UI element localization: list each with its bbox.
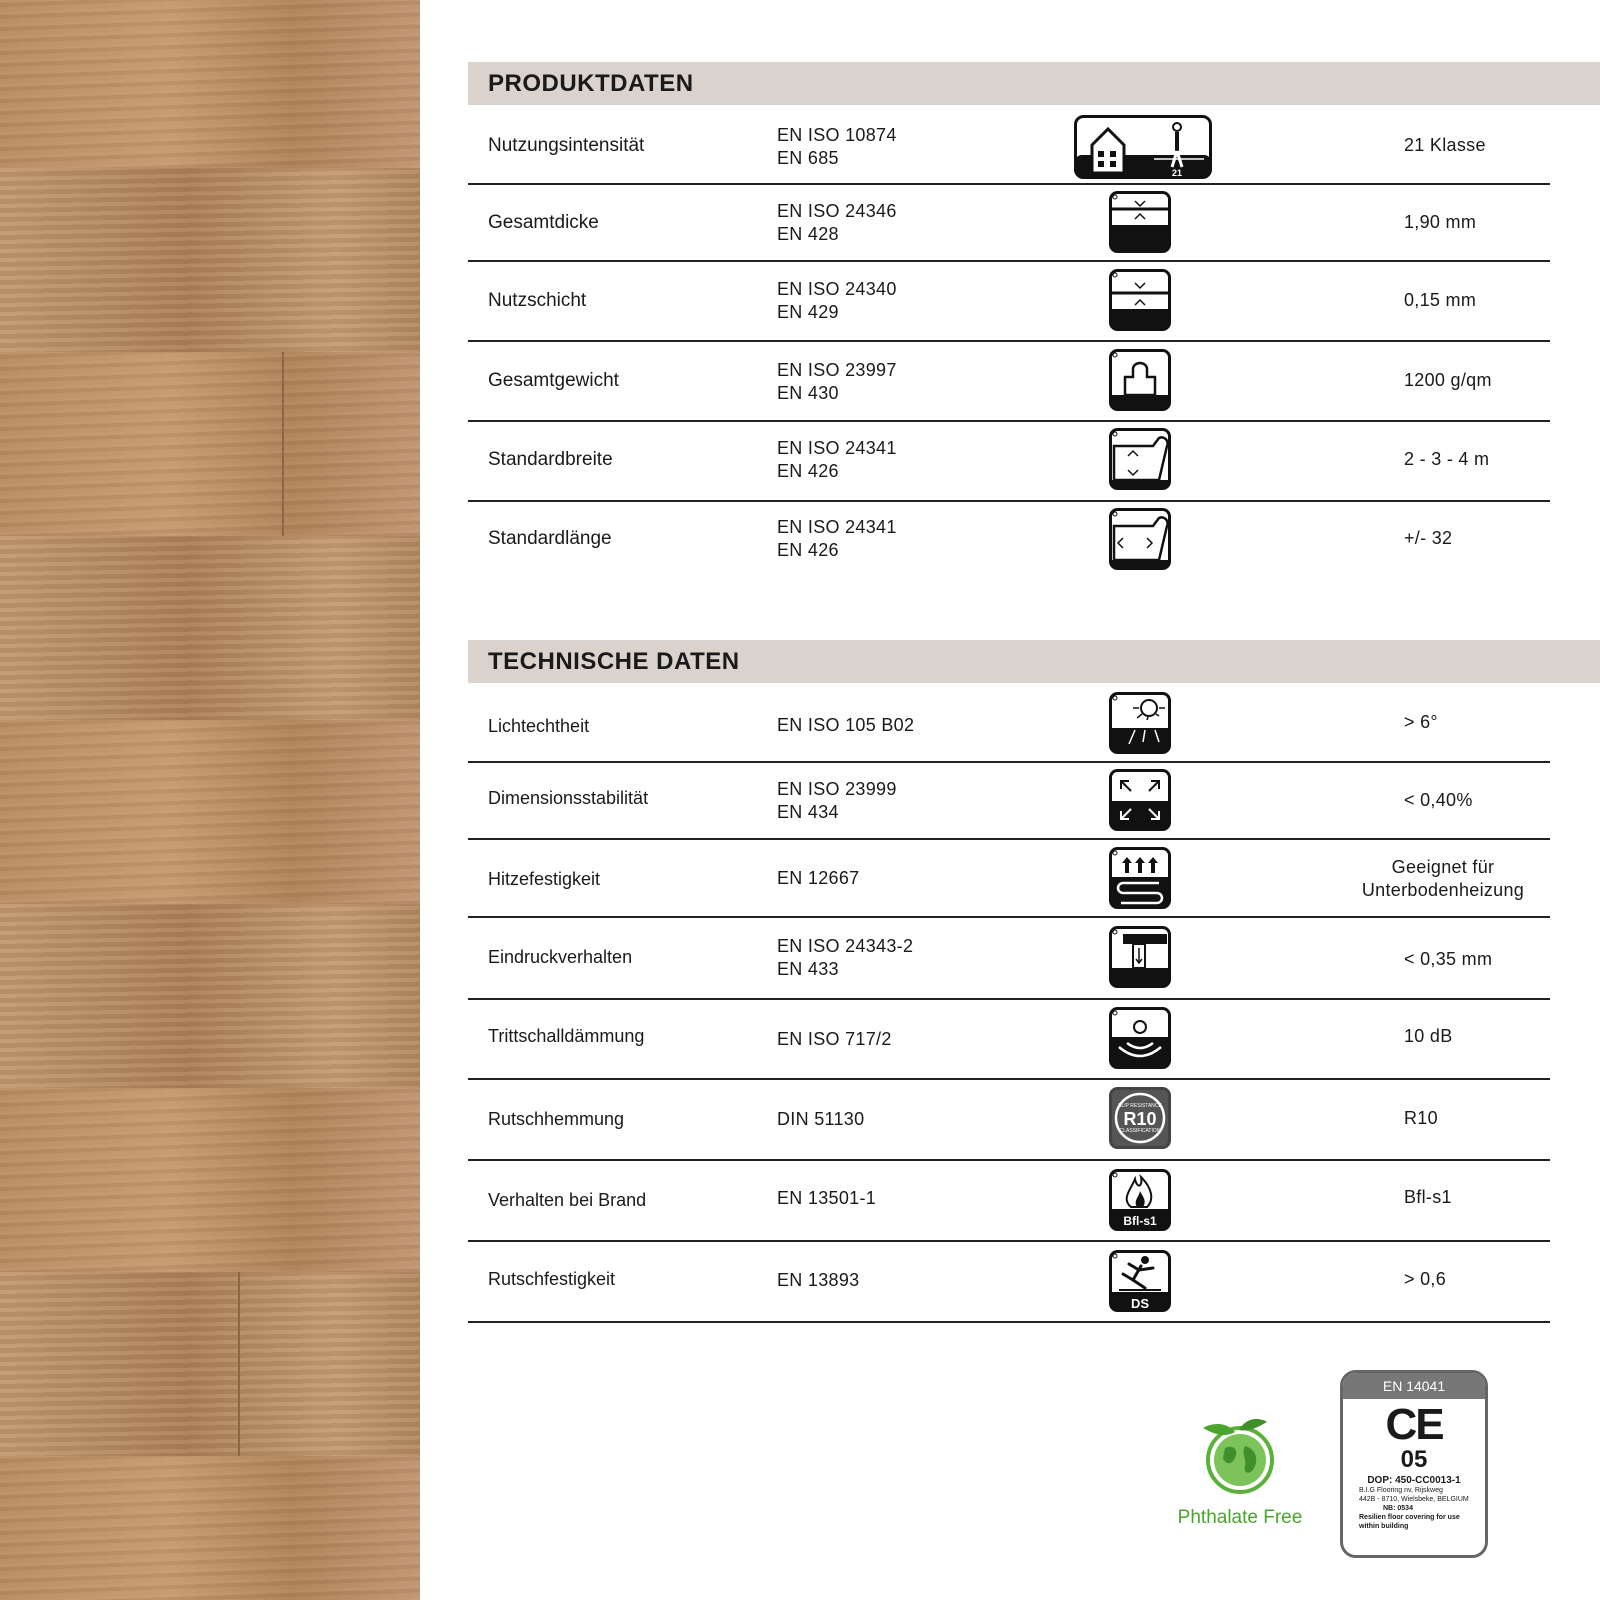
fire-behaviour-icon: [1109, 1169, 1171, 1231]
row-norm: EN ISO 23997 EN 430: [777, 360, 897, 403]
row-norm: EN ISO 24341 EN 426: [777, 517, 897, 560]
row-value: 1200 g/qm: [1404, 370, 1492, 390]
ce-standard: EN 14041: [1343, 1373, 1485, 1399]
row-norm: EN 13893: [777, 1270, 860, 1290]
row-label: Eindruckverhalten: [488, 947, 633, 967]
row-value: R10: [1404, 1108, 1438, 1128]
row-hitzefestigkeit: [468, 840, 1550, 918]
row-value: Bfl-s1: [1404, 1187, 1452, 1207]
row-value: 10 dB: [1404, 1026, 1453, 1046]
row-gesamtdicke: [468, 185, 1550, 262]
row-label: Rutschhemmung: [488, 1109, 625, 1129]
roll-length-icon: [1109, 508, 1171, 570]
dimensional-stability-icon: [1109, 769, 1171, 831]
row-label: Standardbreite: [488, 449, 613, 470]
ce-year: 05: [1400, 1446, 1428, 1473]
ce-mark: CE: [1385, 1400, 1443, 1449]
row-label: Hitzefestigkeit: [488, 869, 601, 889]
row-norm: EN 12667: [777, 868, 860, 888]
wood-floor-image: [0, 0, 420, 1600]
row-standardbreite: [468, 422, 1550, 502]
row-norm: EN ISO 10874 EN 685: [777, 125, 897, 168]
row-standardlaenge: [468, 502, 1550, 576]
svg-text:CLASSIFICATION: CLASSIFICATION: [1119, 1128, 1161, 1134]
row-norm: EN ISO 24340 EN 429: [777, 279, 897, 322]
ce-dop: DOP: 450-CC0013-1: [1367, 1475, 1461, 1486]
svg-text:21: 21: [1172, 168, 1183, 178]
row-value: Geeignet für Unterbodenheizung: [1361, 857, 1525, 900]
slip-resistance-r10-icon: [1109, 1087, 1171, 1149]
row-norm: EN 13501-1: [777, 1188, 877, 1208]
produktdaten-header: [468, 62, 1600, 105]
ce-label: [1340, 1370, 1488, 1558]
phthalate-free-badge: [1170, 1410, 1310, 1529]
row-verhalten-bei-brand: [468, 1161, 1550, 1242]
row-label: Gesamtdicke: [488, 212, 599, 233]
weight-icon: [1109, 349, 1171, 411]
row-label: Trittschalldämmung: [488, 1026, 645, 1046]
impact-sound-icon: [1109, 1007, 1171, 1069]
row-norm: EN ISO 24343-2 EN 433: [777, 936, 914, 979]
section-title: TECHNISCHE DATEN: [488, 648, 740, 675]
section-title: PRODUKTDATEN: [488, 70, 694, 97]
row-norm: DIN 51130: [777, 1109, 865, 1129]
row-value: 1,90 mm: [1404, 212, 1477, 232]
row-norm: EN ISO 24346 EN 428: [777, 201, 897, 244]
indentation-icon: [1109, 926, 1171, 988]
row-eindruckverhalten: [468, 918, 1550, 1000]
row-value: < 0,40%: [1404, 790, 1473, 810]
slip-ds-icon: [1109, 1250, 1171, 1312]
row-value: > 0,6: [1404, 1269, 1447, 1289]
total-thickness-icon: [1109, 191, 1171, 253]
row-label: Verhalten bei Brand: [488, 1190, 647, 1210]
row-gesamtgewicht: [468, 342, 1550, 422]
row-lichtechtheit: [468, 684, 1550, 763]
row-value: 2 - 3 - 4 m: [1404, 449, 1490, 469]
row-value: 21 Klasse: [1404, 135, 1486, 155]
row-label: Standardlänge: [488, 528, 612, 549]
row-value: > 6°: [1404, 712, 1438, 732]
roll-width-icon: [1109, 428, 1171, 490]
row-label: Nutzungsintensität: [488, 135, 645, 156]
row-trittschalldaemmung: [468, 1000, 1550, 1080]
row-value: < 0,35 mm: [1404, 949, 1493, 969]
row-label: Dimensionsstabilität: [488, 788, 649, 808]
usage-class-icon: [1074, 115, 1212, 179]
svg-text:SLIP RESISTANCE: SLIP RESISTANCE: [1118, 1103, 1162, 1109]
row-label: Rutschfestigkeit: [488, 1269, 616, 1289]
row-label: Lichtechtheit: [488, 716, 590, 736]
wear-layer-icon: [1109, 269, 1171, 331]
row-nutzschicht: [468, 262, 1550, 342]
svg-text:R10: R10: [1123, 1109, 1157, 1129]
row-rutschfestigkeit: [468, 1242, 1550, 1323]
row-label: Nutzschicht: [488, 290, 587, 311]
row-rutschhemmung: [468, 1080, 1550, 1161]
row-value: +/- 32: [1404, 528, 1453, 548]
row-norm: EN ISO 105 B02: [777, 715, 915, 735]
globe-leaf-icon: [1195, 1410, 1285, 1500]
row-norm: EN ISO 24341 EN 426: [777, 438, 897, 481]
row-dimensionsstabilitaet: [468, 763, 1550, 840]
row-nutzungsintensitaet: [468, 105, 1550, 185]
row-label: Gesamtgewicht: [488, 370, 619, 391]
sun-lightfastness-icon: [1109, 692, 1171, 754]
row-norm: EN ISO 23999 EN 434: [777, 779, 897, 822]
ce-address: B.I.G Flooring nv, Rijskweg 442B - 8710, Wielsbeke, BELGIUM NB: 0534 Resilien floor covering for use within building: [1359, 1487, 1469, 1530]
phthalate-label: Phthalate Free: [1177, 1507, 1303, 1528]
technische-daten-header: [468, 640, 1600, 683]
underfloor-heating-icon: [1109, 847, 1171, 909]
svg-text:Bfl-s1: Bfl-s1: [1123, 1214, 1157, 1228]
svg-text:DS: DS: [1130, 1296, 1150, 1311]
row-norm: EN ISO 717/2: [777, 1029, 892, 1049]
row-value: 0,15 mm: [1404, 290, 1477, 310]
